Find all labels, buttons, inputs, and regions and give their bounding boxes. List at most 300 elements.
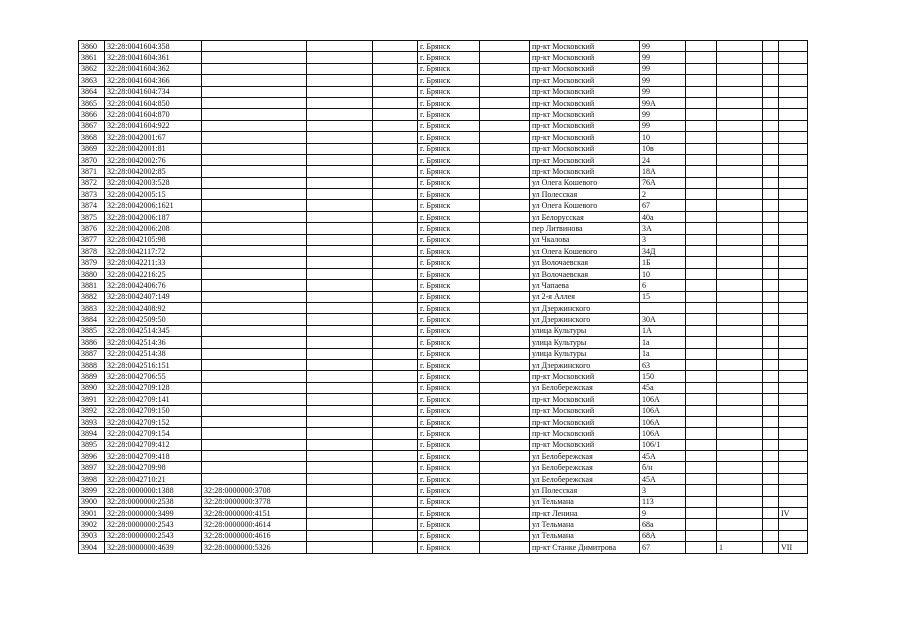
cadastral-number-cell: 32:28:0041604:358 — [105, 41, 202, 52]
house-number-cell: 68А — [640, 530, 686, 541]
linked-cadastral-number-cell — [202, 63, 307, 74]
cadastral-number-cell: 32:28:0041604:361 — [105, 52, 202, 63]
empty-cell — [763, 462, 779, 473]
linked-cadastral-number-cell — [202, 234, 307, 245]
city-cell: г. Брянск — [418, 359, 480, 370]
row-number-cell: 3882 — [79, 291, 105, 302]
table-row — [79, 394, 808, 405]
empty-cell — [763, 63, 779, 74]
empty-cell — [763, 132, 779, 143]
linked-cadastral-number-cell: 32:28:0000000:5326 — [202, 542, 307, 553]
empty-cell — [686, 52, 717, 63]
empty-cell — [686, 189, 717, 200]
house-number-cell: 99 — [640, 109, 686, 120]
city-cell: г. Брянск — [418, 302, 480, 313]
empty-cell — [373, 189, 418, 200]
empty-cell — [307, 52, 373, 63]
cadastral-number-cell: 32:28:0042709:412 — [105, 439, 202, 450]
row-number-cell: 3862 — [79, 63, 105, 74]
floor-cell — [779, 189, 808, 200]
empty-cell — [480, 280, 530, 291]
linked-cadastral-number-cell — [202, 268, 307, 279]
empty-cell — [307, 428, 373, 439]
empty-cell — [480, 41, 530, 52]
empty-cell — [686, 234, 717, 245]
street-cell: пр-кт Московский — [530, 416, 640, 427]
street-cell: ул Дзержинского — [530, 302, 640, 313]
cadastral-number-cell: 32:28:0042003:528 — [105, 177, 202, 188]
street-cell: ул Белобережская — [530, 451, 640, 462]
empty-cell — [373, 234, 418, 245]
empty-cell — [307, 257, 373, 268]
house-number-cell: 3А — [640, 223, 686, 234]
linked-cadastral-number-cell — [202, 325, 307, 336]
row-number-cell: 3863 — [79, 75, 105, 86]
table-row — [79, 211, 808, 222]
table-row — [79, 109, 808, 120]
cadastral-number-cell: 32:28:0000000:4639 — [105, 542, 202, 553]
row-number-cell: 3879 — [79, 257, 105, 268]
cadastral-number-cell: 32:28:0042514:36 — [105, 337, 202, 348]
empty-cell — [480, 166, 530, 177]
empty-cell — [686, 519, 717, 530]
empty-cell — [307, 200, 373, 211]
quantity-cell — [717, 530, 763, 541]
city-cell: г. Брянск — [418, 120, 480, 131]
street-cell: ул Волочаевская — [530, 257, 640, 268]
empty-cell — [763, 166, 779, 177]
linked-cadastral-number-cell — [202, 439, 307, 450]
empty-cell — [373, 246, 418, 257]
empty-cell — [763, 211, 779, 222]
house-number-cell: 2 — [640, 189, 686, 200]
row-number-cell: 3872 — [79, 177, 105, 188]
empty-cell — [307, 394, 373, 405]
cadastral-number-cell: 32:28:0000000:2543 — [105, 530, 202, 541]
row-number-cell: 3901 — [79, 508, 105, 519]
house-number-cell — [640, 302, 686, 313]
linked-cadastral-number-cell — [202, 200, 307, 211]
empty-cell — [686, 371, 717, 382]
empty-cell — [763, 86, 779, 97]
cadastral-number-cell: 32:28:0042001:67 — [105, 132, 202, 143]
empty-cell — [480, 52, 530, 63]
house-number-cell: 10в — [640, 143, 686, 154]
row-number-cell: 3876 — [79, 223, 105, 234]
empty-cell — [480, 291, 530, 302]
row-number-cell: 3903 — [79, 530, 105, 541]
linked-cadastral-number-cell — [202, 382, 307, 393]
empty-cell — [373, 382, 418, 393]
quantity-cell — [717, 496, 763, 507]
row-number-cell: 3868 — [79, 132, 105, 143]
city-cell: г. Брянск — [418, 542, 480, 553]
empty-cell — [686, 268, 717, 279]
floor-cell — [779, 246, 808, 257]
row-number-cell: 3875 — [79, 211, 105, 222]
street-cell: пр-кт Московский — [530, 428, 640, 439]
street-cell: пр-кт Московский — [530, 371, 640, 382]
floor-cell — [779, 394, 808, 405]
house-number-cell: 3 — [640, 485, 686, 496]
empty-cell — [686, 97, 717, 108]
empty-cell — [763, 280, 779, 291]
table-row — [79, 257, 808, 268]
row-number-cell: 3869 — [79, 143, 105, 154]
empty-cell — [763, 154, 779, 165]
quantity-cell — [717, 200, 763, 211]
street-cell: ул Тельмана — [530, 496, 640, 507]
linked-cadastral-number-cell — [202, 166, 307, 177]
empty-cell — [763, 519, 779, 530]
quantity-cell — [717, 302, 763, 313]
empty-cell — [480, 405, 530, 416]
empty-cell — [686, 246, 717, 257]
floor-cell — [779, 473, 808, 484]
street-cell: улица Культуры — [530, 348, 640, 359]
empty-cell — [307, 485, 373, 496]
street-cell: улица Культуры — [530, 325, 640, 336]
table-row — [79, 132, 808, 143]
table-row — [79, 496, 808, 507]
cadastral-number-cell: 32:28:0042211:33 — [105, 257, 202, 268]
row-number-cell: 3896 — [79, 451, 105, 462]
quantity-cell — [717, 314, 763, 325]
empty-cell — [307, 268, 373, 279]
empty-cell — [307, 542, 373, 553]
empty-cell — [307, 246, 373, 257]
empty-cell — [373, 132, 418, 143]
street-cell: пр-кт Московский — [530, 52, 640, 63]
house-number-cell: 18А — [640, 166, 686, 177]
house-number-cell: 63 — [640, 359, 686, 370]
floor-cell — [779, 382, 808, 393]
quantity-cell — [717, 394, 763, 405]
quantity-cell — [717, 52, 763, 63]
registry-table-body — [79, 41, 808, 554]
cadastral-number-cell: 32:28:0042709:98 — [105, 462, 202, 473]
empty-cell — [307, 75, 373, 86]
empty-cell — [763, 246, 779, 257]
city-cell: г. Брянск — [418, 485, 480, 496]
empty-cell — [307, 97, 373, 108]
empty-cell — [373, 257, 418, 268]
city-cell: г. Брянск — [418, 337, 480, 348]
house-number-cell: 113 — [640, 496, 686, 507]
quantity-cell — [717, 416, 763, 427]
street-cell: пр-кт Московский — [530, 109, 640, 120]
cadastral-number-cell: 32:28:0042001:81 — [105, 143, 202, 154]
empty-cell — [763, 473, 779, 484]
linked-cadastral-number-cell — [202, 97, 307, 108]
cadastral-number-cell: 32:28:0042706:55 — [105, 371, 202, 382]
row-number-cell: 3894 — [79, 428, 105, 439]
table-row — [79, 314, 808, 325]
city-cell: г. Брянск — [418, 154, 480, 165]
street-cell: ул Волочаевская — [530, 268, 640, 279]
cadastral-number-cell: 32:28:0042710:21 — [105, 473, 202, 484]
city-cell: г. Брянск — [418, 166, 480, 177]
empty-cell — [686, 473, 717, 484]
floor-cell: VII — [779, 542, 808, 553]
empty-cell — [373, 394, 418, 405]
empty-cell — [763, 405, 779, 416]
table-row — [79, 166, 808, 177]
floor-cell — [779, 428, 808, 439]
table-row — [79, 462, 808, 473]
empty-cell — [307, 416, 373, 427]
floor-cell — [779, 485, 808, 496]
row-number-cell: 3878 — [79, 246, 105, 257]
empty-cell — [686, 325, 717, 336]
linked-cadastral-number-cell — [202, 246, 307, 257]
table-row — [79, 177, 808, 188]
empty-cell — [763, 291, 779, 302]
empty-cell — [763, 325, 779, 336]
floor-cell — [779, 143, 808, 154]
empty-cell — [686, 120, 717, 131]
floor-cell — [779, 280, 808, 291]
linked-cadastral-number-cell — [202, 86, 307, 97]
city-cell: г. Брянск — [418, 177, 480, 188]
city-cell: г. Брянск — [418, 314, 480, 325]
empty-cell — [373, 97, 418, 108]
floor-cell — [779, 348, 808, 359]
house-number-cell: 45а — [640, 382, 686, 393]
empty-cell — [480, 359, 530, 370]
empty-cell — [686, 41, 717, 52]
street-cell: ул Белобережская — [530, 382, 640, 393]
empty-cell — [686, 530, 717, 541]
house-number-cell: 67 — [640, 200, 686, 211]
floor-cell — [779, 109, 808, 120]
empty-cell — [307, 314, 373, 325]
table-row — [79, 189, 808, 200]
city-cell: г. Брянск — [418, 97, 480, 108]
empty-cell — [373, 41, 418, 52]
street-cell: пр-кт Московский — [530, 97, 640, 108]
street-cell: ул Полесская — [530, 189, 640, 200]
empty-cell — [763, 530, 779, 541]
empty-cell — [686, 143, 717, 154]
cadastral-number-cell: 32:28:0041604:734 — [105, 86, 202, 97]
city-cell: г. Брянск — [418, 451, 480, 462]
house-number-cell: 99 — [640, 120, 686, 131]
quantity-cell — [717, 257, 763, 268]
linked-cadastral-number-cell — [202, 211, 307, 222]
street-cell: пр-кт Московский — [530, 75, 640, 86]
empty-cell — [373, 177, 418, 188]
street-cell: ул Чапаева — [530, 280, 640, 291]
linked-cadastral-number-cell — [202, 359, 307, 370]
street-cell: улица Культуры — [530, 337, 640, 348]
empty-cell — [763, 371, 779, 382]
house-number-cell: 10 — [640, 268, 686, 279]
empty-cell — [307, 451, 373, 462]
empty-cell — [373, 485, 418, 496]
linked-cadastral-number-cell: 32:28:0000000:4616 — [202, 530, 307, 541]
empty-cell — [480, 485, 530, 496]
city-cell: г. Брянск — [418, 280, 480, 291]
city-cell: г. Брянск — [418, 75, 480, 86]
row-number-cell: 3873 — [79, 189, 105, 200]
cadastral-number-cell: 32:28:0042709:152 — [105, 416, 202, 427]
empty-cell — [480, 200, 530, 211]
linked-cadastral-number-cell — [202, 143, 307, 154]
city-cell: г. Брянск — [418, 223, 480, 234]
cadastral-number-cell: 32:28:0000000:3499 — [105, 508, 202, 519]
empty-cell — [763, 382, 779, 393]
row-number-cell: 3893 — [79, 416, 105, 427]
quantity-cell — [717, 382, 763, 393]
house-number-cell: 1а — [640, 337, 686, 348]
table-row — [79, 451, 808, 462]
linked-cadastral-number-cell — [202, 189, 307, 200]
row-number-cell: 3865 — [79, 97, 105, 108]
floor-cell — [779, 337, 808, 348]
empty-cell — [686, 223, 717, 234]
empty-cell — [307, 519, 373, 530]
floor-cell — [779, 291, 808, 302]
quantity-cell — [717, 280, 763, 291]
city-cell: г. Брянск — [418, 41, 480, 52]
floor-cell — [779, 234, 808, 245]
cadastral-number-cell: 32:28:0042005:15 — [105, 189, 202, 200]
linked-cadastral-number-cell: 32:28:0000000:3708 — [202, 485, 307, 496]
city-cell: г. Брянск — [418, 132, 480, 143]
empty-cell — [373, 519, 418, 530]
empty-cell — [373, 337, 418, 348]
empty-cell — [480, 416, 530, 427]
table-row — [79, 325, 808, 336]
empty-cell — [480, 325, 530, 336]
empty-cell — [686, 337, 717, 348]
empty-cell — [373, 280, 418, 291]
table-row — [79, 200, 808, 211]
table-row — [79, 439, 808, 450]
row-number-cell: 3900 — [79, 496, 105, 507]
street-cell: ул 2-я Аллея — [530, 291, 640, 302]
house-number-cell: 9 — [640, 508, 686, 519]
quantity-cell — [717, 439, 763, 450]
linked-cadastral-number-cell: 32:28:0000000:4151 — [202, 508, 307, 519]
table-row — [79, 246, 808, 257]
empty-cell — [373, 109, 418, 120]
empty-cell — [480, 439, 530, 450]
cadastral-number-cell: 32:28:0042406:76 — [105, 280, 202, 291]
quantity-cell — [717, 291, 763, 302]
empty-cell — [307, 462, 373, 473]
quantity-cell — [717, 473, 763, 484]
street-cell: ул Олега Кошевого — [530, 246, 640, 257]
floor-cell — [779, 405, 808, 416]
empty-cell — [373, 211, 418, 222]
empty-cell — [480, 542, 530, 553]
cadastral-number-cell: 32:28:0042407:149 — [105, 291, 202, 302]
empty-cell — [373, 302, 418, 313]
row-number-cell: 3897 — [79, 462, 105, 473]
quantity-cell — [717, 485, 763, 496]
empty-cell — [480, 473, 530, 484]
row-number-cell: 3891 — [79, 394, 105, 405]
quantity-cell — [717, 359, 763, 370]
empty-cell — [307, 291, 373, 302]
quantity-cell — [717, 63, 763, 74]
quantity-cell — [717, 154, 763, 165]
city-cell: г. Брянск — [418, 143, 480, 154]
quantity-cell — [717, 371, 763, 382]
cadastral-number-cell: 32:28:0042709:141 — [105, 394, 202, 405]
cadastral-number-cell: 32:28:0042516:151 — [105, 359, 202, 370]
house-number-cell: 24 — [640, 154, 686, 165]
empty-cell — [763, 97, 779, 108]
floor-cell — [779, 314, 808, 325]
empty-cell — [763, 200, 779, 211]
floor-cell — [779, 211, 808, 222]
street-cell: пр-кт Московский — [530, 405, 640, 416]
row-number-cell: 3902 — [79, 519, 105, 530]
empty-cell — [763, 394, 779, 405]
empty-cell — [373, 439, 418, 450]
table-row — [79, 234, 808, 245]
empty-cell — [763, 177, 779, 188]
floor-cell — [779, 97, 808, 108]
empty-cell — [307, 371, 373, 382]
empty-cell — [480, 382, 530, 393]
empty-cell — [307, 177, 373, 188]
row-number-cell: 3866 — [79, 109, 105, 120]
linked-cadastral-number-cell — [202, 154, 307, 165]
empty-cell — [686, 428, 717, 439]
city-cell: г. Брянск — [418, 508, 480, 519]
cadastral-number-cell: 32:28:0041604:922 — [105, 120, 202, 131]
empty-cell — [480, 211, 530, 222]
house-number-cell: 1а — [640, 348, 686, 359]
row-number-cell: 3898 — [79, 473, 105, 484]
empty-cell — [307, 166, 373, 177]
quantity-cell — [717, 405, 763, 416]
row-number-cell: 3886 — [79, 337, 105, 348]
empty-cell — [480, 75, 530, 86]
house-number-cell: 67 — [640, 542, 686, 553]
row-number-cell: 3895 — [79, 439, 105, 450]
empty-cell — [480, 348, 530, 359]
city-cell: г. Брянск — [418, 200, 480, 211]
empty-cell — [763, 542, 779, 553]
quantity-cell — [717, 189, 763, 200]
row-number-cell: 3881 — [79, 280, 105, 291]
row-number-cell: 3880 — [79, 268, 105, 279]
cadastral-number-cell: 32:28:0042006:208 — [105, 223, 202, 234]
linked-cadastral-number-cell — [202, 405, 307, 416]
quantity-cell — [717, 223, 763, 234]
empty-cell — [307, 473, 373, 484]
empty-cell — [307, 223, 373, 234]
city-cell: г. Брянск — [418, 63, 480, 74]
empty-cell — [307, 120, 373, 131]
street-cell: ул Белобережская — [530, 473, 640, 484]
city-cell: г. Брянск — [418, 86, 480, 97]
cadastral-number-cell: 32:28:0042117:72 — [105, 246, 202, 257]
quantity-cell — [717, 428, 763, 439]
table-row — [79, 428, 808, 439]
linked-cadastral-number-cell — [202, 223, 307, 234]
cadastral-number-cell: 32:28:0000000:2538 — [105, 496, 202, 507]
cadastral-number-cell: 32:28:0042216:25 — [105, 268, 202, 279]
empty-cell — [373, 405, 418, 416]
table-row — [79, 143, 808, 154]
table-row — [79, 519, 808, 530]
